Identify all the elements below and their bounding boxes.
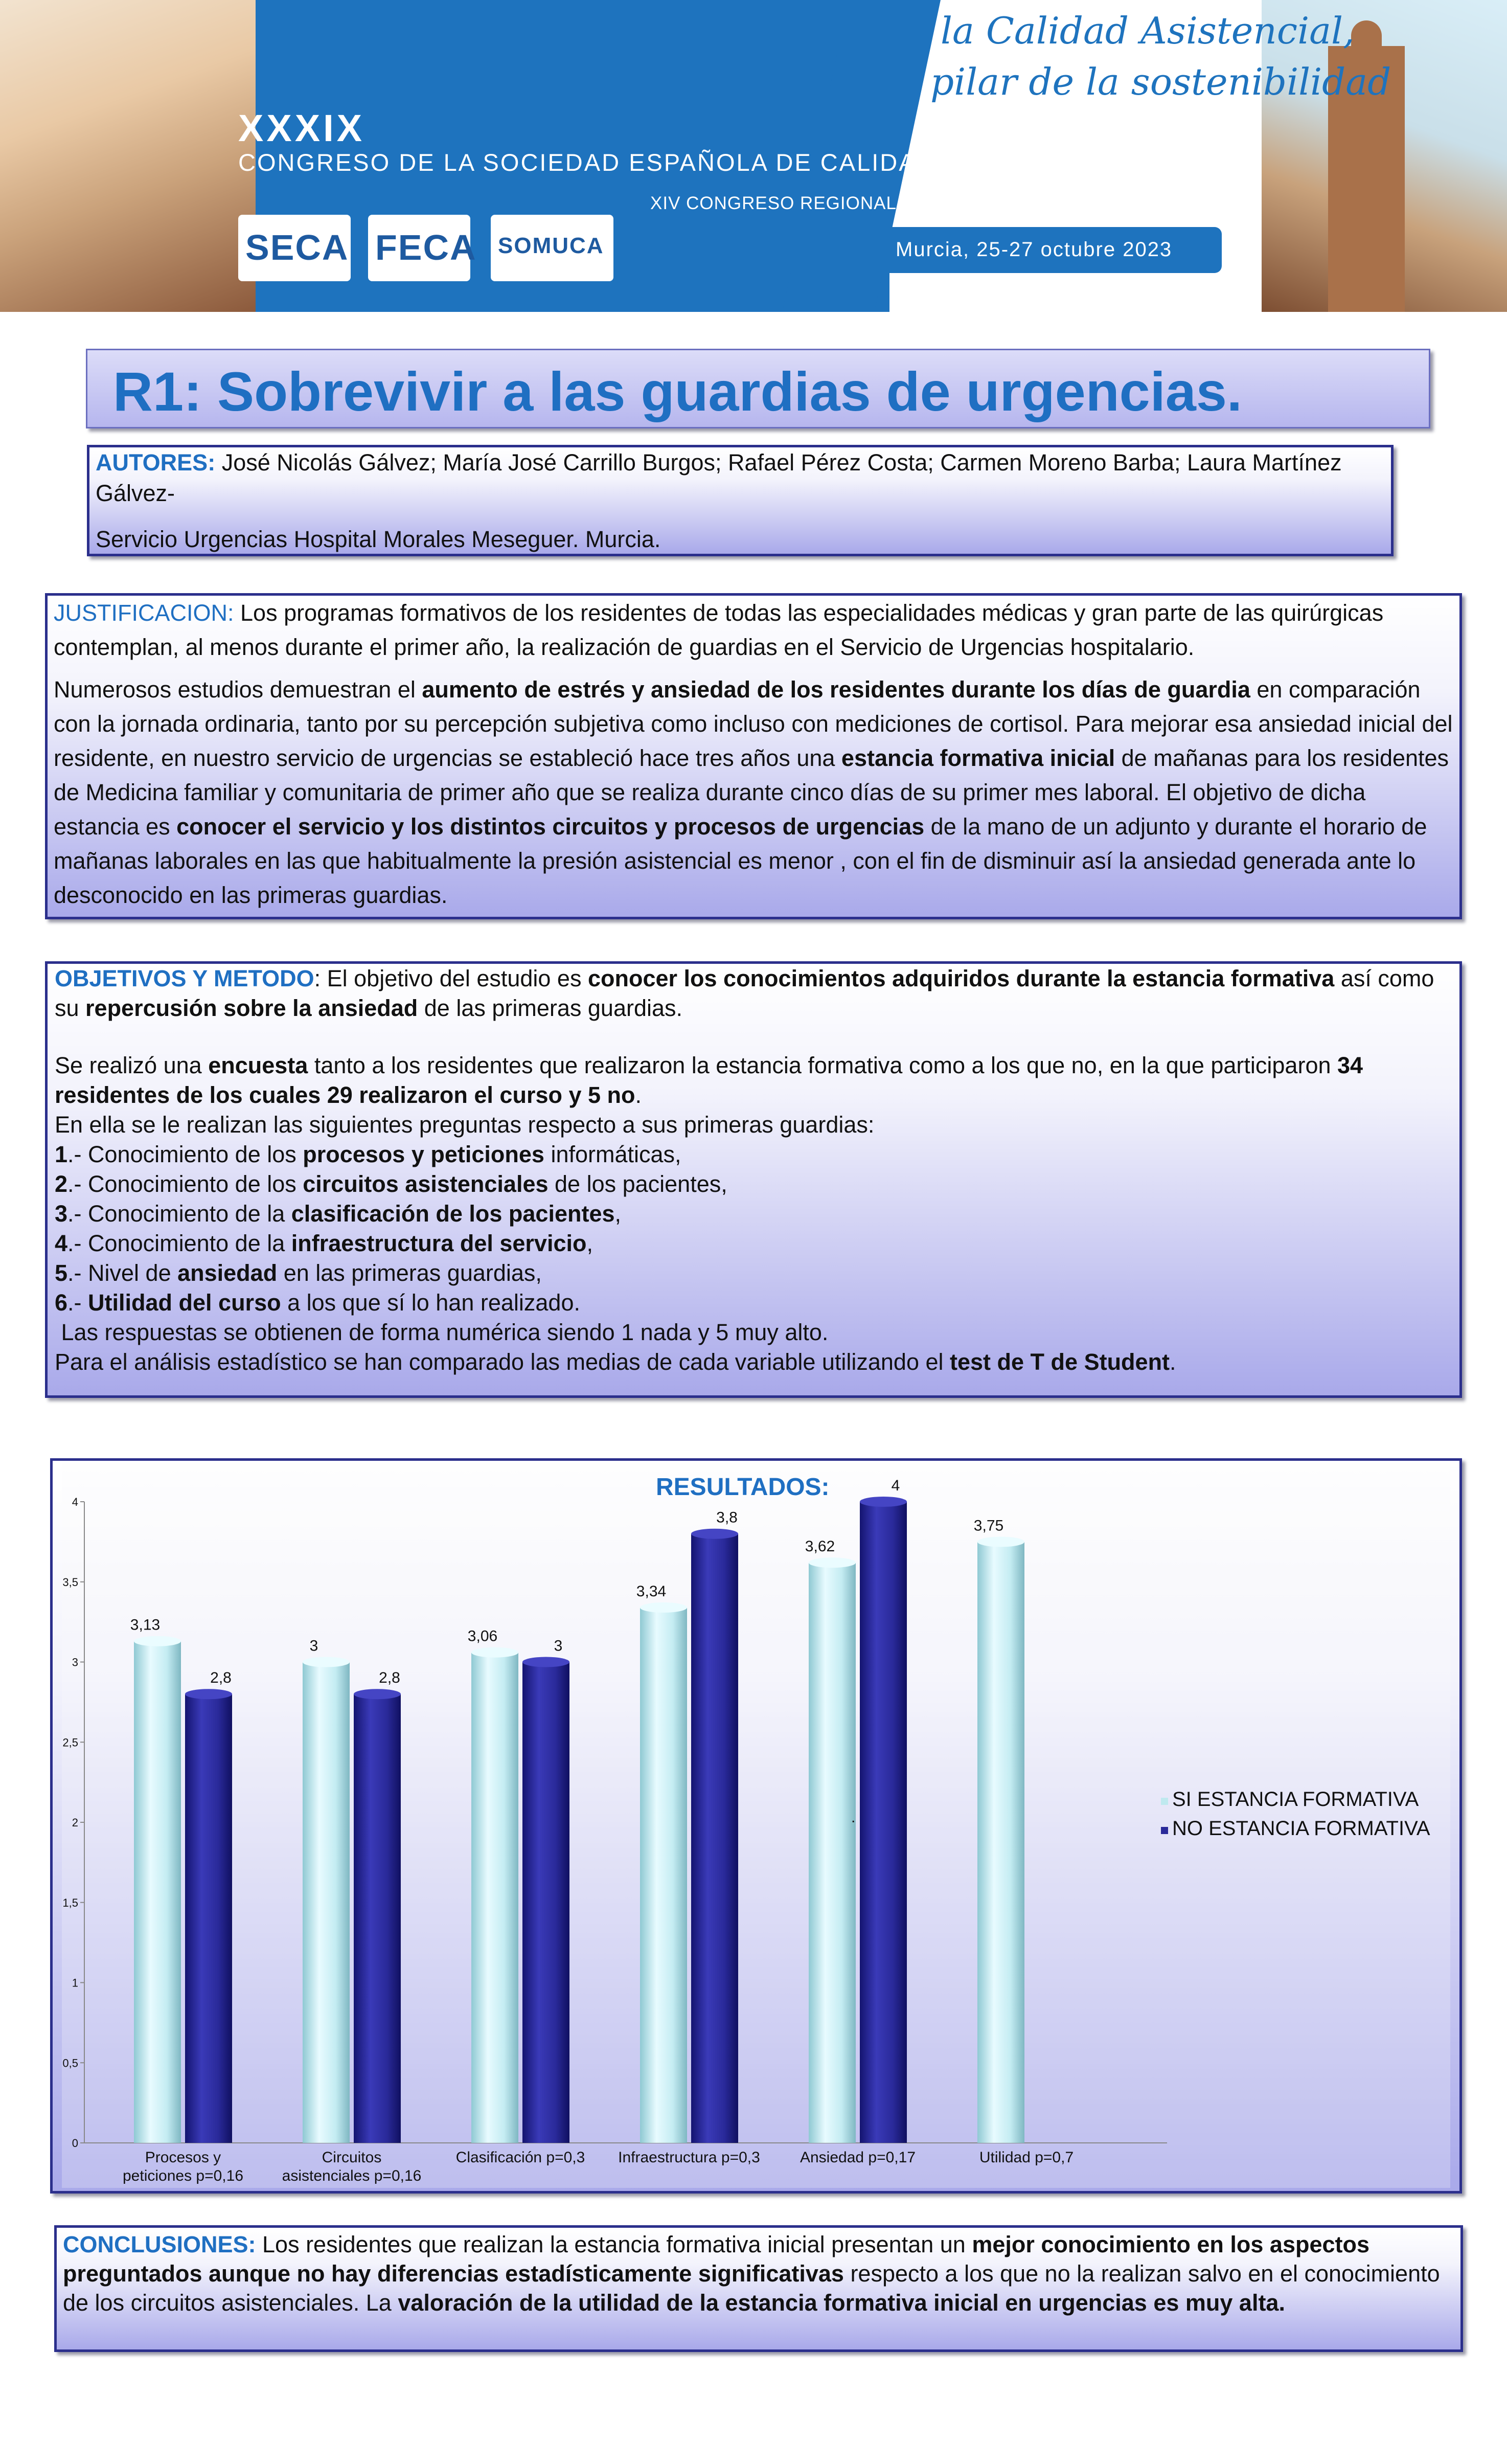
question-item-4 [55, 1229, 1455, 1258]
bar-cap-si-6 [977, 1536, 1024, 1547]
legend-label-si: SI ESTANCIA FORMATIVA [1172, 1788, 1419, 1811]
question-1-number: 1 [55, 1141, 68, 1167]
data-label-no-2: 2,8 [379, 1669, 400, 1687]
authors-names: José Nicolás Gálvez; María José Carrillo Burgos; Rafael Pérez Costa; Carmen Moreno Barba; Laura Martínez Gálvez- [96, 449, 1342, 506]
category-label-1: Procesos y [145, 2149, 221, 2166]
y-tick-label: 4 [72, 1496, 78, 1508]
bar-no-3 [522, 1662, 569, 2143]
question-6-post: a los que sí lo han realizado. [281, 1290, 580, 1316]
authors-label: AUTORES: [96, 449, 216, 476]
data-label-no-3: 3 [554, 1637, 563, 1655]
justificacion-p2c: en comparación con la jornada ordinaria, tanto por su percepción subjetiva como incluso con mediciones de cortisol. Para mejorar esa ansiedad inicial del residente, en nuestro servicio de urgencias se estableció hace tres años una [54, 676, 1453, 771]
question-item-5 [55, 1258, 1455, 1288]
objetivos-p1d: repercusión sobre la ansiedad [85, 995, 418, 1021]
objetivos-paragraph-3: En ella se le realizan las siguientes preguntas respecto a sus primeras guardias: [55, 1112, 875, 1138]
objetivos-paragraph-2 [55, 1051, 1455, 1110]
question-5-bold: ansiedad [177, 1260, 278, 1286]
bar-no-5 [860, 1502, 907, 2143]
data-label-no-1: 2,8 [210, 1669, 232, 1687]
category-label-4: Infraestructura p=0,3 [618, 2149, 760, 2166]
question-4-post: , [586, 1230, 593, 1256]
data-label-si-1: 3,13 [130, 1616, 161, 1634]
question-2-bold: circuitos asistenciales [303, 1171, 549, 1197]
objetivos-text [55, 964, 1455, 1377]
category-label-1: peticiones p=0,16 [122, 2167, 244, 2184]
bar-cap-no-2 [354, 1689, 401, 1699]
data-label-si-6: 3,75 [973, 1517, 1004, 1534]
bar-no-1 [185, 1694, 232, 2143]
question-5-number: 5 [55, 1260, 68, 1286]
justificacion-p2a: Numerosos estudios demuestran el [54, 676, 422, 703]
conclusiones-label: CONCLUSIONES: [63, 2231, 256, 2257]
justificacion-p2b: aumento de estrés y ansiedad de los residentes durante los días de guardia [422, 676, 1250, 703]
question-2-number: 2 [55, 1171, 68, 1197]
conclusiones-b: mejor conocimiento en los aspectos preguntados aunque no hay diferencias estadísticamente significativas [63, 2231, 1370, 2287]
bar-no-4 [691, 1534, 738, 2143]
objetivos-paragraph-4: Las respuestas se obtienen de forma numérica siendo 1 nada y 5 muy alto. [55, 1319, 829, 1345]
bar-cap-si-4 [640, 1602, 687, 1613]
objetivos-p1a: : El objetivo del estudio es [314, 965, 588, 991]
justificacion-p2f: conocer el servicio y los distintos circuitos y procesos de urgencias [176, 813, 925, 840]
bar-no-2 [354, 1694, 401, 2143]
results-bar-chart [53, 1461, 1459, 2191]
justificacion-box [45, 593, 1462, 919]
question-2-post: de los pacientes, [548, 1171, 727, 1197]
category-label-5: Ansiedad p=0,17 [800, 2149, 916, 2166]
y-tick-label: 0 [72, 2137, 78, 2150]
objetivos-p2e: . [635, 1082, 642, 1108]
category-label-6: Utilidad p=0,7 [979, 2149, 1074, 2166]
y-tick-label: 0,5 [62, 2056, 78, 2070]
authors-text [96, 447, 1384, 509]
congress-banner [0, 0, 1507, 312]
bar-cap-si-2 [303, 1657, 350, 1667]
conclusiones-text [63, 2230, 1443, 2317]
objetivos-paragraph-5 [55, 1347, 1455, 1377]
question-3-number: 3 [55, 1201, 68, 1227]
question-6-pre: .- [67, 1290, 88, 1316]
question-4-pre: .- Conocimiento de la [67, 1230, 291, 1256]
legend-label-no: NO ESTANCIA FORMATIVA [1172, 1817, 1430, 1840]
question-5-pre: .- Nivel de [67, 1260, 178, 1286]
banner-congress-name: CONGRESO DE LA SOCIEDAD ESPAÑOLA DE CALIDAD ASISTENCIAL [238, 149, 1115, 176]
y-tick-label: 3 [72, 1656, 78, 1669]
bar-si-3 [471, 1653, 518, 2143]
seca-logo [238, 215, 351, 281]
authors-affiliation: Servicio Urgencias Hospital Morales Meseguer. Murcia. [96, 526, 661, 552]
bar-si-1 [134, 1641, 181, 2143]
banner-date: Murcia, 25-27 octubre 2023 [896, 238, 1173, 261]
question-item-2 [55, 1169, 1455, 1199]
objetivos-p2c: tanto a los residentes que realizaron la estancia formativa como a los que no, en la que participaron [308, 1052, 1337, 1078]
banner-illustration-left [0, 0, 256, 312]
bar-cap-si-3 [471, 1647, 518, 1658]
y-tick-label: 1 [72, 1976, 78, 1990]
banner-slogan-line1: la Calidad Asistencial, [941, 9, 1355, 52]
objetivos-p5c: . [1170, 1349, 1176, 1375]
objetivos-box [45, 961, 1462, 1398]
feca-logo-text: FECA [375, 228, 477, 267]
results-title: RESULTADOS: [656, 1474, 830, 1501]
title-box [86, 349, 1430, 428]
question-1-pre: .- Conocimiento de los [67, 1141, 303, 1167]
justificacion-p1: Los programas formativos de los residentes de todas las especialidades médicas y gran parte de las quirúrgicas contemplan, al menos durante el primer año, la realización de guardias en el Servicio de Urgencias hospitalario. [54, 600, 1384, 660]
data-label-no-5: 4 [891, 1477, 900, 1494]
category-label-3: Clasificación p=0,3 [455, 2149, 585, 2166]
banner-edition: XXXIX [238, 107, 365, 149]
bar-cap-no-5 [860, 1497, 907, 1507]
somuca-logo [491, 215, 613, 281]
justificacion-paragraph-1 [54, 596, 1454, 664]
objetivos-p1b: conocer los conocimientos adquiridos durante la estancia formativa [587, 965, 1335, 991]
conclusiones-box [54, 2225, 1463, 2352]
question-1-bold: procesos y peticiones [303, 1141, 544, 1167]
banner-slogan-line2: pilar de la sostenibilidad [930, 60, 1391, 103]
category-label-2: Circuitos [322, 2149, 382, 2166]
question-5-post: en las primeras guardias, [277, 1260, 542, 1286]
conclusiones-a: Los residentes que realizan la estancia formativa inicial presentan un [256, 2231, 972, 2257]
question-item-1 [55, 1140, 1455, 1169]
question-3-bold: clasificación de los pacientes [291, 1201, 615, 1227]
conclusiones-d: valoración de la utilidad de la estancia formativa inicial en urgencias es muy alta. [398, 2290, 1285, 2316]
tower-dome-shape [1351, 20, 1382, 51]
question-3-post: , [614, 1201, 622, 1227]
objetivos-label: OBJETIVOS Y METODO [55, 965, 314, 991]
question-6-number: 6 [55, 1290, 68, 1316]
objetivos-paragraph-1 [55, 964, 1455, 1023]
legend-swatch-si [1161, 1798, 1168, 1805]
bar-si-4 [640, 1608, 687, 2143]
objetivos-p2b: encuesta [208, 1052, 308, 1078]
y-tick-label: 1,5 [62, 1896, 78, 1909]
justificacion-p2d: estancia formativa inicial [841, 745, 1115, 771]
question-1-post: informáticas, [544, 1141, 681, 1167]
seca-logo-text: SECA [245, 228, 349, 267]
question-2-pre: .- Conocimiento de los [67, 1171, 303, 1197]
objetivos-p2d: 34 residentes de los cuales 29 realizaron el curso y 5 no [55, 1052, 1363, 1108]
stray-mark: . [851, 1809, 856, 1826]
objetivos-p5b: test de T de Student [950, 1349, 1170, 1375]
justificacion-p2e: de mañanas para los residentes de Medicina familiar y comunitaria de primer año que se realiza durante cinco días de su primer mes laboral. El objetivo de dicha estancia es [54, 745, 1449, 840]
data-label-si-4: 3,34 [636, 1583, 667, 1600]
justificacion-text [54, 596, 1454, 912]
question-item-6 [55, 1288, 1455, 1318]
bar-cap-no-3 [522, 1657, 569, 1667]
category-label-2: asistenciales p=0,16 [282, 2167, 422, 2184]
question-item-3 [55, 1199, 1455, 1229]
question-6-bold: Utilidad del curso [88, 1290, 281, 1316]
results-chart-box [50, 1458, 1462, 2194]
question-4-number: 4 [55, 1230, 68, 1256]
y-tick-label: 2,5 [62, 1736, 78, 1749]
data-label-no-4: 3,8 [716, 1509, 738, 1526]
authors-box [87, 445, 1394, 556]
bar-cap-no-1 [185, 1689, 232, 1699]
justificacion-label: JUSTIFICACION: [54, 600, 234, 626]
poster-title: R1: Sobrevivir a las guardias de urgencias. [113, 360, 1242, 422]
bar-si-5 [809, 1563, 856, 2143]
feca-logo [368, 215, 477, 281]
bar-cap-si-5 [809, 1557, 856, 1568]
bar-cap-no-4 [691, 1529, 738, 1539]
y-tick-label: 2 [72, 1816, 78, 1829]
question-4-bold: infraestructura del servicio [291, 1230, 587, 1256]
banner-regional-congress: XIV CONGRESO REGIONAL DE CALIDAD ASISTENCIAL [650, 193, 1140, 213]
data-label-si-5: 3,62 [805, 1538, 835, 1555]
conclusiones-c: respecto a los que no la realizan salvo en el conocimiento de los circuitos asistenciales. La [63, 2260, 1440, 2316]
objetivos-p5a: Para el análisis estadístico se han comparado las medias de cada variable utilizando el [55, 1349, 950, 1375]
data-label-si-2: 3 [309, 1637, 318, 1655]
justificacion-paragraph-2 [54, 672, 1454, 912]
question-3-pre: .- Conocimiento de la [67, 1201, 291, 1227]
objetivos-p2a: Se realizó una [55, 1052, 209, 1078]
legend-swatch-no [1161, 1827, 1168, 1834]
justificacion-p2g: de la mano de un adjunto y durante el horario de mañanas laborales en las que habitualmente la presión asistencial es menor , con el fin de disminuir así la ansiedad generada ante lo desconocido en las primeras guardias. [54, 813, 1427, 908]
objetivos-p1c: así como su [55, 965, 1434, 1021]
bar-si-6 [977, 1542, 1024, 2143]
data-label-si-3: 3,06 [467, 1627, 498, 1645]
bar-si-2 [303, 1662, 350, 2143]
y-tick-label: 3,5 [62, 1575, 78, 1589]
somuca-logo-text: SOMUCA [498, 233, 604, 258]
bar-cap-si-1 [134, 1636, 181, 1646]
objetivos-p1e: de las primeras guardias. [418, 995, 683, 1021]
